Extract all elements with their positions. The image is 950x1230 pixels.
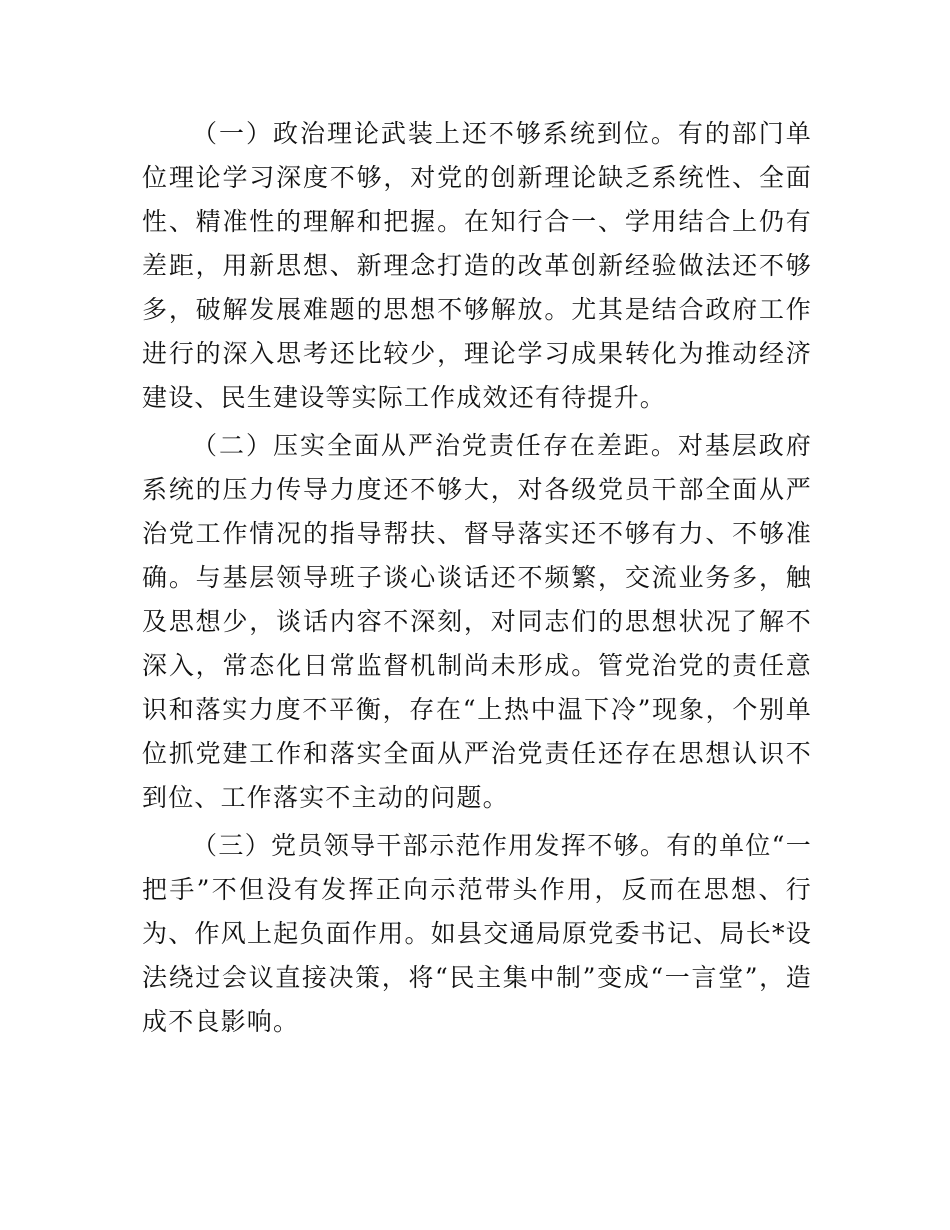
paragraph-3: （三）党员领导干部示范作用发挥不够。有的单位“一把手”不但没有发挥正向示范带头作用，反而在思想、行为、作风上起负面作用。如县交通局原党委书记、局长*设法绕过会议直接决策，将“民主集中制”变成“一言堂”，造成不良影响。 <box>142 831 812 1036</box>
paragraph-2: （二）压实全面从严治党责任存在差距。对基层政府系统的压力传导力度还不够大，对各级党员干部全面从严治党工作情况的指导帮扶、督导落实还不够有力、不够准确。与基层领导班子谈心谈话还不频繁，交流业务多，触及思想少，谈话内容不深刻，对同志们的思想状况了解不深入，常态化日常监督机制尚未形成。管党治党的责任意识和落实力度不平衡，存在“上热中温下冷”现象，个别单位抓党建工作和落实全面从严治党责任还存在思想认识不到位、工作落实不主动的问题。 <box>142 431 812 812</box>
paragraph-1: （一）政治理论武装上还不够系统到位。有的部门单位理论学习深度不够，对党的创新理论缺乏系统性、全面性、精准性的理解和把握。在知行合一、学用结合上仍有差距，用新思想、新理念打造的改革创新经验做法还不够多，破解发展难题的思想不够解放。尤其是结合政府工作进行的深入思考还比较少，理论学习成果转化为推动经济建设、民生建设等实际工作成效还有待提升。 <box>142 119 812 412</box>
document-body <box>142 112 812 1048</box>
